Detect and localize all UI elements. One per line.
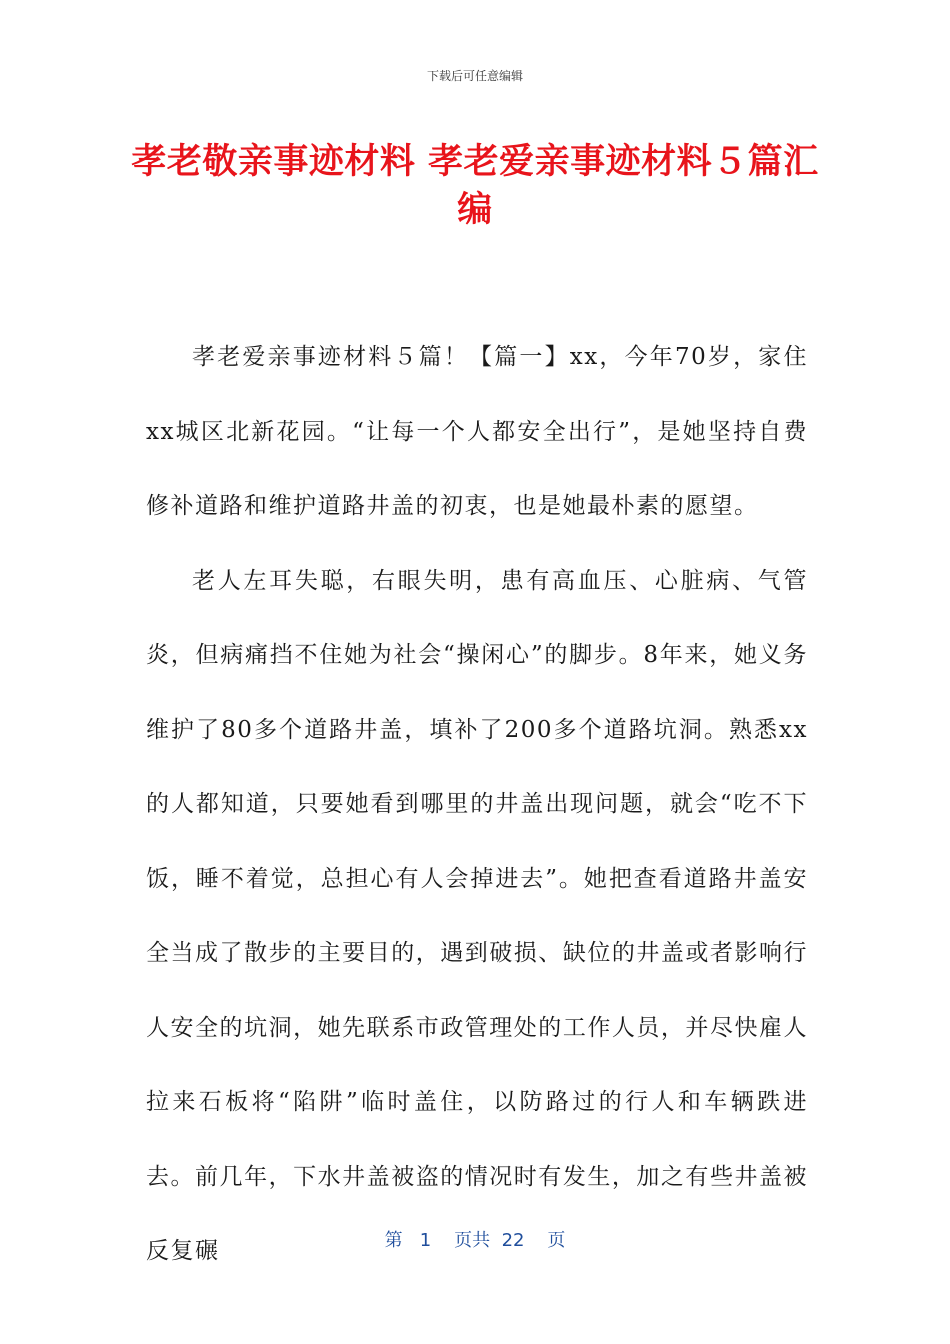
paragraph: 孝老爱亲事迹材料５篇！【篇一】xx，今年70岁，家住xx城区北新花园。“让每一个人都安全出行”，是她坚持自费修补道路和维护道路井盖的初衷，也是她最朴素的愿望。 <box>146 344 808 519</box>
footer-suffix: 页 <box>547 1230 566 1251</box>
footer-middle: 页共 <box>454 1230 491 1251</box>
paragraph: 老人左耳失聪，右眼失明，患有高血压、心脏病、气管炎，但病痛挡不住她为社会“操闲心”的脚步。8年来，她义务维护了80多个道路井盖，填补了200多个道路坑洞。熟悉xx的人都知道，只要她看到哪里的井盖出现问题，就会“吃不下饭，睡不着觉，总担心有人会掉进去”。她把查看道路井盖安全当成了散步的主要目的，遇到破损、缺位的井盖或者影响行人安全的坑洞，她先联系市政管理处的工作人员，并尽快雇人拉来石板将“陷阱”临时盖住，以防路过的行人和车辆跌进去。前几年，下水井盖被盗的情况时有发生，加之有些井盖被反复碾 <box>146 567 808 1264</box>
header-note: 下载后可任意编辑 <box>426 69 523 83</box>
total-pages: 22 <box>501 1230 525 1251</box>
current-page-number: 1 <box>419 1230 432 1251</box>
footer-prefix: 第 <box>384 1230 403 1251</box>
document-body <box>146 320 808 1289</box>
page-footer <box>0 1226 950 1252</box>
document-title: 孝老敬亲事迹材料 孝老爱亲事迹材料５篇汇编 <box>131 142 819 230</box>
